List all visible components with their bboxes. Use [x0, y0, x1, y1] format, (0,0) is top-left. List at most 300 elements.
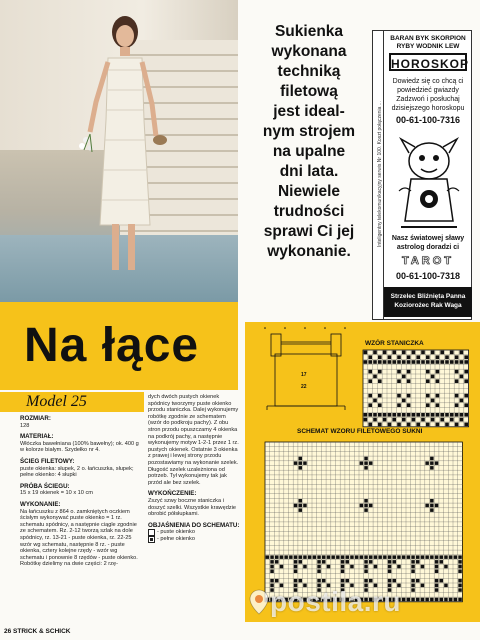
filled-cell: [275, 579, 279, 583]
filled-cell: [369, 555, 373, 559]
filled-cell: [369, 461, 373, 465]
filled-cell: [426, 360, 430, 364]
filled-cell: [341, 565, 345, 569]
filled-cell: [455, 360, 459, 364]
filled-cell: [402, 418, 406, 422]
filled-cell: [393, 579, 397, 583]
filled-cell: [368, 413, 372, 417]
section-heading: WYKONANIE:: [20, 500, 61, 508]
filled-cell: [303, 565, 307, 569]
filled-cell: [455, 379, 459, 383]
filled-cell: [416, 355, 420, 359]
filled-cell: [430, 461, 434, 465]
filled-cell: [280, 565, 284, 569]
filled-cell: [383, 351, 387, 355]
filled-cell: [364, 508, 368, 512]
label-dimension: 22: [301, 384, 307, 390]
filled-cell: [284, 555, 288, 559]
section-heading: PRÓBA ŚCIEGU:: [20, 482, 70, 490]
filled-cell: [392, 418, 396, 422]
filled-cell: [388, 555, 392, 559]
ad-zodiac-line: Strzelec Bliźnięta Panna: [390, 293, 466, 300]
filled-cell: [341, 570, 345, 574]
instructions-column-1: [20, 416, 142, 568]
filled-cell: [412, 360, 416, 364]
ad-zodiac-line: RYBY WODNIK LEW: [396, 43, 460, 50]
headline-line: wykonana: [271, 43, 347, 60]
headline: [254, 22, 364, 262]
filled-cell: [360, 555, 364, 559]
filled-cell: [435, 560, 439, 564]
filled-cell: [346, 560, 350, 564]
filled-cell: [368, 379, 372, 383]
filled-cell: [458, 555, 462, 559]
filled-cell: [294, 555, 298, 559]
filled-cell: [464, 423, 468, 427]
filled-cell: [435, 504, 439, 508]
filled-cell: [397, 565, 401, 569]
filled-cell: [426, 423, 430, 427]
filled-cell: [436, 355, 440, 359]
filled-cell: [364, 579, 368, 583]
legend-label: - puste okienko: [157, 529, 195, 536]
filled-cell: [383, 555, 387, 559]
headline-line: trudności: [273, 203, 345, 220]
filled-cell: [440, 351, 444, 355]
filled-cell: [364, 413, 368, 417]
filled-cell: [313, 555, 317, 559]
ad-phone: 00-61-100-7318: [395, 271, 461, 281]
filled-cell: [426, 370, 430, 374]
filled-cell: [416, 579, 420, 583]
dress-dots: [264, 327, 346, 329]
filled-cell: [317, 565, 321, 569]
filled-cell: [445, 360, 449, 364]
filled-cell: [431, 360, 435, 364]
instructions-column-2: [148, 394, 240, 543]
section-heading: ROZMIAR:: [20, 415, 51, 422]
ad-text-line: powiedzieć gwiazdy: [397, 87, 459, 94]
filled-cell: [444, 598, 448, 602]
headline-line: na upalne: [272, 143, 346, 160]
filled-cell: [270, 570, 274, 574]
filled-cell: [368, 360, 372, 364]
filled-cell: [308, 555, 312, 559]
filled-cell: [430, 598, 434, 602]
filled-cell: [407, 370, 411, 374]
filled-cell: [294, 579, 298, 583]
filled-cell: [266, 555, 270, 559]
filled-cell: [430, 504, 434, 508]
ad-text-line: astrolog doradzi ci: [396, 244, 460, 251]
filled-cell: [435, 588, 439, 592]
headline-line: wykonanie.: [267, 243, 351, 260]
diagram-graphics: [245, 322, 480, 622]
filled-cell: [460, 399, 464, 403]
filled-cell: [322, 560, 326, 564]
ad-phone: 00-61-100-7316: [395, 115, 461, 125]
filled-cell: [421, 413, 425, 417]
filled-cell: [392, 351, 396, 355]
filled-cell: [421, 351, 425, 355]
filled-cell: [450, 360, 454, 364]
label-wzor-staniczka: WZÓR STANICZKA: [365, 340, 424, 347]
filled-cell: [450, 351, 454, 355]
filled-cell: [397, 555, 401, 559]
filled-cell: [454, 598, 458, 602]
filled-cell: [303, 461, 307, 465]
filled-cell: [364, 504, 368, 508]
filled-cell: [402, 375, 406, 379]
filled-cell: [425, 555, 429, 559]
filled-cell: [397, 355, 401, 359]
ad-text: [385, 77, 471, 113]
filled-cell: [464, 394, 468, 398]
filled-cell: [299, 504, 303, 508]
filled-cell: [369, 579, 373, 583]
filled-cell: [317, 560, 321, 564]
filled-cell: [460, 413, 464, 417]
filled-cell: [431, 375, 435, 379]
filled-cell: [430, 457, 434, 461]
filled-cell: [364, 555, 368, 559]
filled-cell: [378, 413, 382, 417]
filled-cell: [331, 555, 335, 559]
filled-cell: [455, 423, 459, 427]
filled-cell: [383, 360, 387, 364]
filled-cell: [407, 355, 411, 359]
filled-cell: [426, 379, 430, 383]
filled-cell: [350, 555, 354, 559]
filled-cell: [458, 584, 462, 588]
filled-cell: [346, 579, 350, 583]
filled-cell: [294, 570, 298, 574]
section-heading: MATERIAŁ:: [20, 433, 54, 441]
filled-cell: [435, 584, 439, 588]
girl-figure: [78, 10, 168, 280]
filled-cell: [397, 360, 401, 364]
filled-cell: [368, 403, 372, 407]
filled-cell: [294, 461, 298, 465]
bodice-chart: [363, 350, 469, 427]
filled-cell: [464, 360, 468, 364]
filled-cell: [430, 555, 434, 559]
filled-cell: [436, 413, 440, 417]
filled-cell: [407, 413, 411, 417]
filled-cell: [397, 370, 401, 374]
filled-cell: [416, 423, 420, 427]
filled-cell: [421, 555, 425, 559]
filled-cell: [373, 399, 377, 403]
ad-text: [385, 234, 471, 252]
filled-cell: [444, 555, 448, 559]
filled-cell: [378, 379, 382, 383]
filled-cell: [299, 560, 303, 564]
filled-cell: [317, 570, 321, 574]
filled-cell: [444, 565, 448, 569]
ad-sidebar-text: Inteligentny telekomunikacyjny serwis Nr 100. Koszt połączenia ...: [377, 101, 383, 247]
horoscope-ad: [372, 30, 472, 320]
filled-cell: [327, 555, 331, 559]
filled-cell: [270, 565, 274, 569]
filled-cell: [392, 413, 396, 417]
filled-cell: [421, 565, 425, 569]
astrologer-illustration: [395, 131, 463, 231]
filled-cell: [411, 598, 415, 602]
filled-cell: [416, 555, 420, 559]
ad-zodiac-line: Koziorożec Rak Waga: [394, 302, 462, 309]
section-text: 128: [20, 422, 30, 429]
legend-empty-row: [148, 529, 240, 536]
filled-cell: [368, 355, 372, 359]
filled-cell: [411, 584, 415, 588]
watermark: postila.ru: [270, 586, 402, 617]
filled-cell: [299, 499, 303, 503]
filled-cell: [436, 360, 440, 364]
filled-cell: [393, 560, 397, 564]
filled-cell: [364, 466, 368, 470]
filled-cell: [412, 351, 416, 355]
filled-cell: [425, 598, 429, 602]
legend-label: - pełne okienko: [157, 536, 195, 543]
filled-cell: [378, 360, 382, 364]
filled-cell: [440, 555, 444, 559]
filled-cell: [402, 413, 406, 417]
filled-cell: [392, 360, 396, 364]
filled-cell: [294, 560, 298, 564]
filled-cell: [378, 394, 382, 398]
filled-cell: [364, 457, 368, 461]
filled-cell: [435, 555, 439, 559]
filled-cell: [411, 555, 415, 559]
filled-cell: [407, 555, 411, 559]
filled-cell: [455, 403, 459, 407]
filled-cell: [388, 570, 392, 574]
filled-cell: [317, 579, 321, 583]
filled-cell: [397, 379, 401, 383]
headline-line: jest ideal-: [273, 103, 345, 120]
filled-cell: [421, 584, 425, 588]
section-heading: OBJAŚNIENIA DO SCHEMATU:: [148, 521, 240, 529]
filled-cell: [373, 360, 377, 364]
filled-cell: [412, 413, 416, 417]
headline-line: filetową: [280, 83, 338, 100]
filled-cell: [374, 555, 378, 559]
section-text: Włóczka bawełniana (100% bawełny); ok. 400 g w kolorze białym. Szydełko nr 4.: [20, 440, 139, 454]
filled-cell: [299, 508, 303, 512]
filled-cell: [368, 394, 372, 398]
pattern-diagram: [245, 322, 480, 622]
filled-cell: [460, 375, 464, 379]
filled-cell: [368, 423, 372, 427]
filled-cell: [430, 499, 434, 503]
filled-cell: [364, 499, 368, 503]
filled-cell: [436, 394, 440, 398]
filled-cell: [270, 555, 274, 559]
filled-cell: [317, 555, 321, 559]
filled-cell: [364, 570, 368, 574]
filled-cell: [411, 579, 415, 583]
filled-cell: [388, 560, 392, 564]
ad-text-line: Nasz światowej sławy: [391, 235, 465, 242]
filled-cell: [435, 461, 439, 465]
filled-cell: [364, 461, 368, 465]
filled-cell: [270, 579, 274, 583]
filled-cell: [388, 423, 392, 427]
filled-cell: [402, 399, 406, 403]
filled-cell: [378, 403, 382, 407]
filled-cell: [378, 355, 382, 359]
filled-cell: [455, 370, 459, 374]
headline-line: nym strojem: [262, 123, 356, 140]
ad-zodiac-box: [384, 287, 472, 317]
filled-cell: [327, 565, 331, 569]
filled-cell: [426, 355, 430, 359]
filled-cell: [364, 565, 368, 569]
filled-cell: [299, 579, 303, 583]
section-text: Na łańcuszku z 864 o. zamkniętych oczkiem ścisłym wykonywać puste okienko = 1 rz. schematu spódnicy, a następnie ciągle zgodnie ze schematem. Rz. 2-12 tworzą szlak na dole spódnicy, rz. 13-21 - puste okienka, rz. 22-25 wzór wg schematu, następnie 8 rz. - puste okienka, cztery kolejne rzędy - wzór wg schematu i ponownie 8 rzędów - puste okienko. Robótkę dzielimy na dwie części: 2 rzę-: [20, 508, 138, 568]
ad-title: HOROSKOP: [389, 53, 467, 71]
filled-cell: [425, 504, 429, 508]
filled-cell: [355, 555, 359, 559]
filled-cell: [364, 351, 368, 355]
ad-text-line: Zadzwoń i posłuchaj: [396, 96, 460, 103]
filled-square-icon: [148, 536, 155, 543]
filled-cell: [364, 560, 368, 564]
filled-cell: [440, 579, 444, 583]
filled-cell: [299, 466, 303, 470]
filled-cell: [464, 413, 468, 417]
filled-cell: [458, 588, 462, 592]
filled-cell: [458, 565, 462, 569]
filled-cell: [411, 570, 415, 574]
filled-cell: [436, 423, 440, 427]
headline-line: Sukienka: [274, 23, 344, 40]
filled-cell: [440, 598, 444, 602]
filled-cell: [270, 560, 274, 564]
filled-cell: [299, 461, 303, 465]
section-text: 15 x 19 okienek = 10 x 10 cm: [20, 490, 93, 497]
filled-cell: [373, 351, 377, 355]
ad-text-line: Dowiedz się co chcą ci: [392, 78, 464, 85]
filled-cell: [416, 413, 420, 417]
watermark-pin-icon: [248, 588, 270, 616]
filled-cell: [455, 394, 459, 398]
filled-cell: [445, 423, 449, 427]
filled-cell: [435, 598, 439, 602]
headline-line: techniką: [277, 63, 341, 80]
model-photo: [0, 0, 238, 302]
filled-cell: [402, 351, 406, 355]
filled-cell: [440, 413, 444, 417]
filled-cell: [436, 379, 440, 383]
filled-cell: [402, 360, 406, 364]
filled-cell: [350, 565, 354, 569]
filled-cell: [416, 360, 420, 364]
filled-cell: [430, 508, 434, 512]
filled-cell: [275, 555, 279, 559]
filled-cell: [397, 394, 401, 398]
model-title: Model 25: [26, 393, 87, 410]
filled-cell: [364, 418, 368, 422]
headline-line: Niewiele: [277, 183, 341, 200]
filled-cell: [464, 379, 468, 383]
filled-cell: [458, 570, 462, 574]
filled-cell: [294, 565, 298, 569]
filled-cell: [373, 418, 377, 422]
filled-cell: [460, 418, 464, 422]
filled-cell: [322, 579, 326, 583]
filled-cell: [368, 370, 372, 374]
filled-cell: [378, 555, 382, 559]
filled-cell: [289, 555, 293, 559]
filled-cell: [464, 403, 468, 407]
filled-cell: [378, 423, 382, 427]
filled-cell: [299, 555, 303, 559]
section-text: puste okienka: słupek, 2 o. łańcuszka, słupek; pełne okienko: 4 słupki: [20, 465, 134, 479]
filled-cell: [299, 457, 303, 461]
filled-cell: [294, 504, 298, 508]
filled-cell: [303, 555, 307, 559]
filled-cell: [416, 560, 420, 564]
filled-cell: [402, 598, 406, 602]
ad-text-line: dzisiejszego horoskopu: [391, 105, 465, 112]
label-dimension: 17: [301, 372, 307, 378]
filled-cell: [378, 370, 382, 374]
section-heading: ŚCIEG FILETOWY:: [20, 457, 75, 465]
filled-cell: [426, 403, 430, 407]
filled-cell: [455, 355, 459, 359]
ad-sidebar: [373, 31, 384, 319]
filled-cell: [421, 360, 425, 364]
filled-cell: [464, 370, 468, 374]
filled-cell: [341, 560, 345, 564]
filled-cell: [397, 423, 401, 427]
filled-cell: [341, 555, 345, 559]
filled-cell: [397, 403, 401, 407]
filled-cell: [416, 598, 420, 602]
filled-cell: [421, 598, 425, 602]
page-footer: 26 STRICK & SCHICK: [4, 628, 71, 635]
filet-chart: [265, 442, 462, 602]
filled-cell: [369, 560, 373, 564]
filled-cell: [402, 555, 406, 559]
filled-cell: [383, 413, 387, 417]
empty-square-icon: [148, 529, 155, 536]
filled-cell: [407, 394, 411, 398]
section-text: dych dwóch pustych okienek spódnicy tworzymy puste okienko przodu staniczka. Dalej wykonujemy robótkę zgodnie ze schematem (wzór do podkroju pachy). Z obu stron przodu opuszczamy 4 okienka na podkrój pachy, a następnie wykonujemy motyw 1-2-1 przez 1 rz. pustych okienek. Ostatnie 3 okienka z prawej i lewej strony przodu pozostawiamy na wykonanie szelek. Długość szelek uzależniona od potrzeb. Tył wykonujemy tak jak przód ale bez szelek.: [148, 394, 239, 486]
filled-cell: [407, 360, 411, 364]
page-title: Na łące: [24, 319, 200, 372]
filled-cell: [364, 360, 368, 364]
filled-cell: [421, 418, 425, 422]
filled-cell: [431, 399, 435, 403]
filled-cell: [435, 579, 439, 583]
filled-cell: [435, 570, 439, 574]
filled-cell: [373, 375, 377, 379]
section-heading: WYKOŃCZENIE:: [148, 490, 197, 498]
filled-cell: [388, 355, 392, 359]
filled-cell: [450, 418, 454, 422]
legend-full-row: [148, 536, 240, 543]
filled-cell: [280, 555, 284, 559]
headline-line: dni lata.: [279, 163, 339, 180]
filled-cell: [393, 555, 397, 559]
filled-cell: [374, 565, 378, 569]
ad-tarot: TAROT: [401, 255, 455, 267]
filled-cell: [430, 466, 434, 470]
label-schemat: SCHEMAT WZORU FILETOWEGO SUKNI: [297, 428, 423, 435]
